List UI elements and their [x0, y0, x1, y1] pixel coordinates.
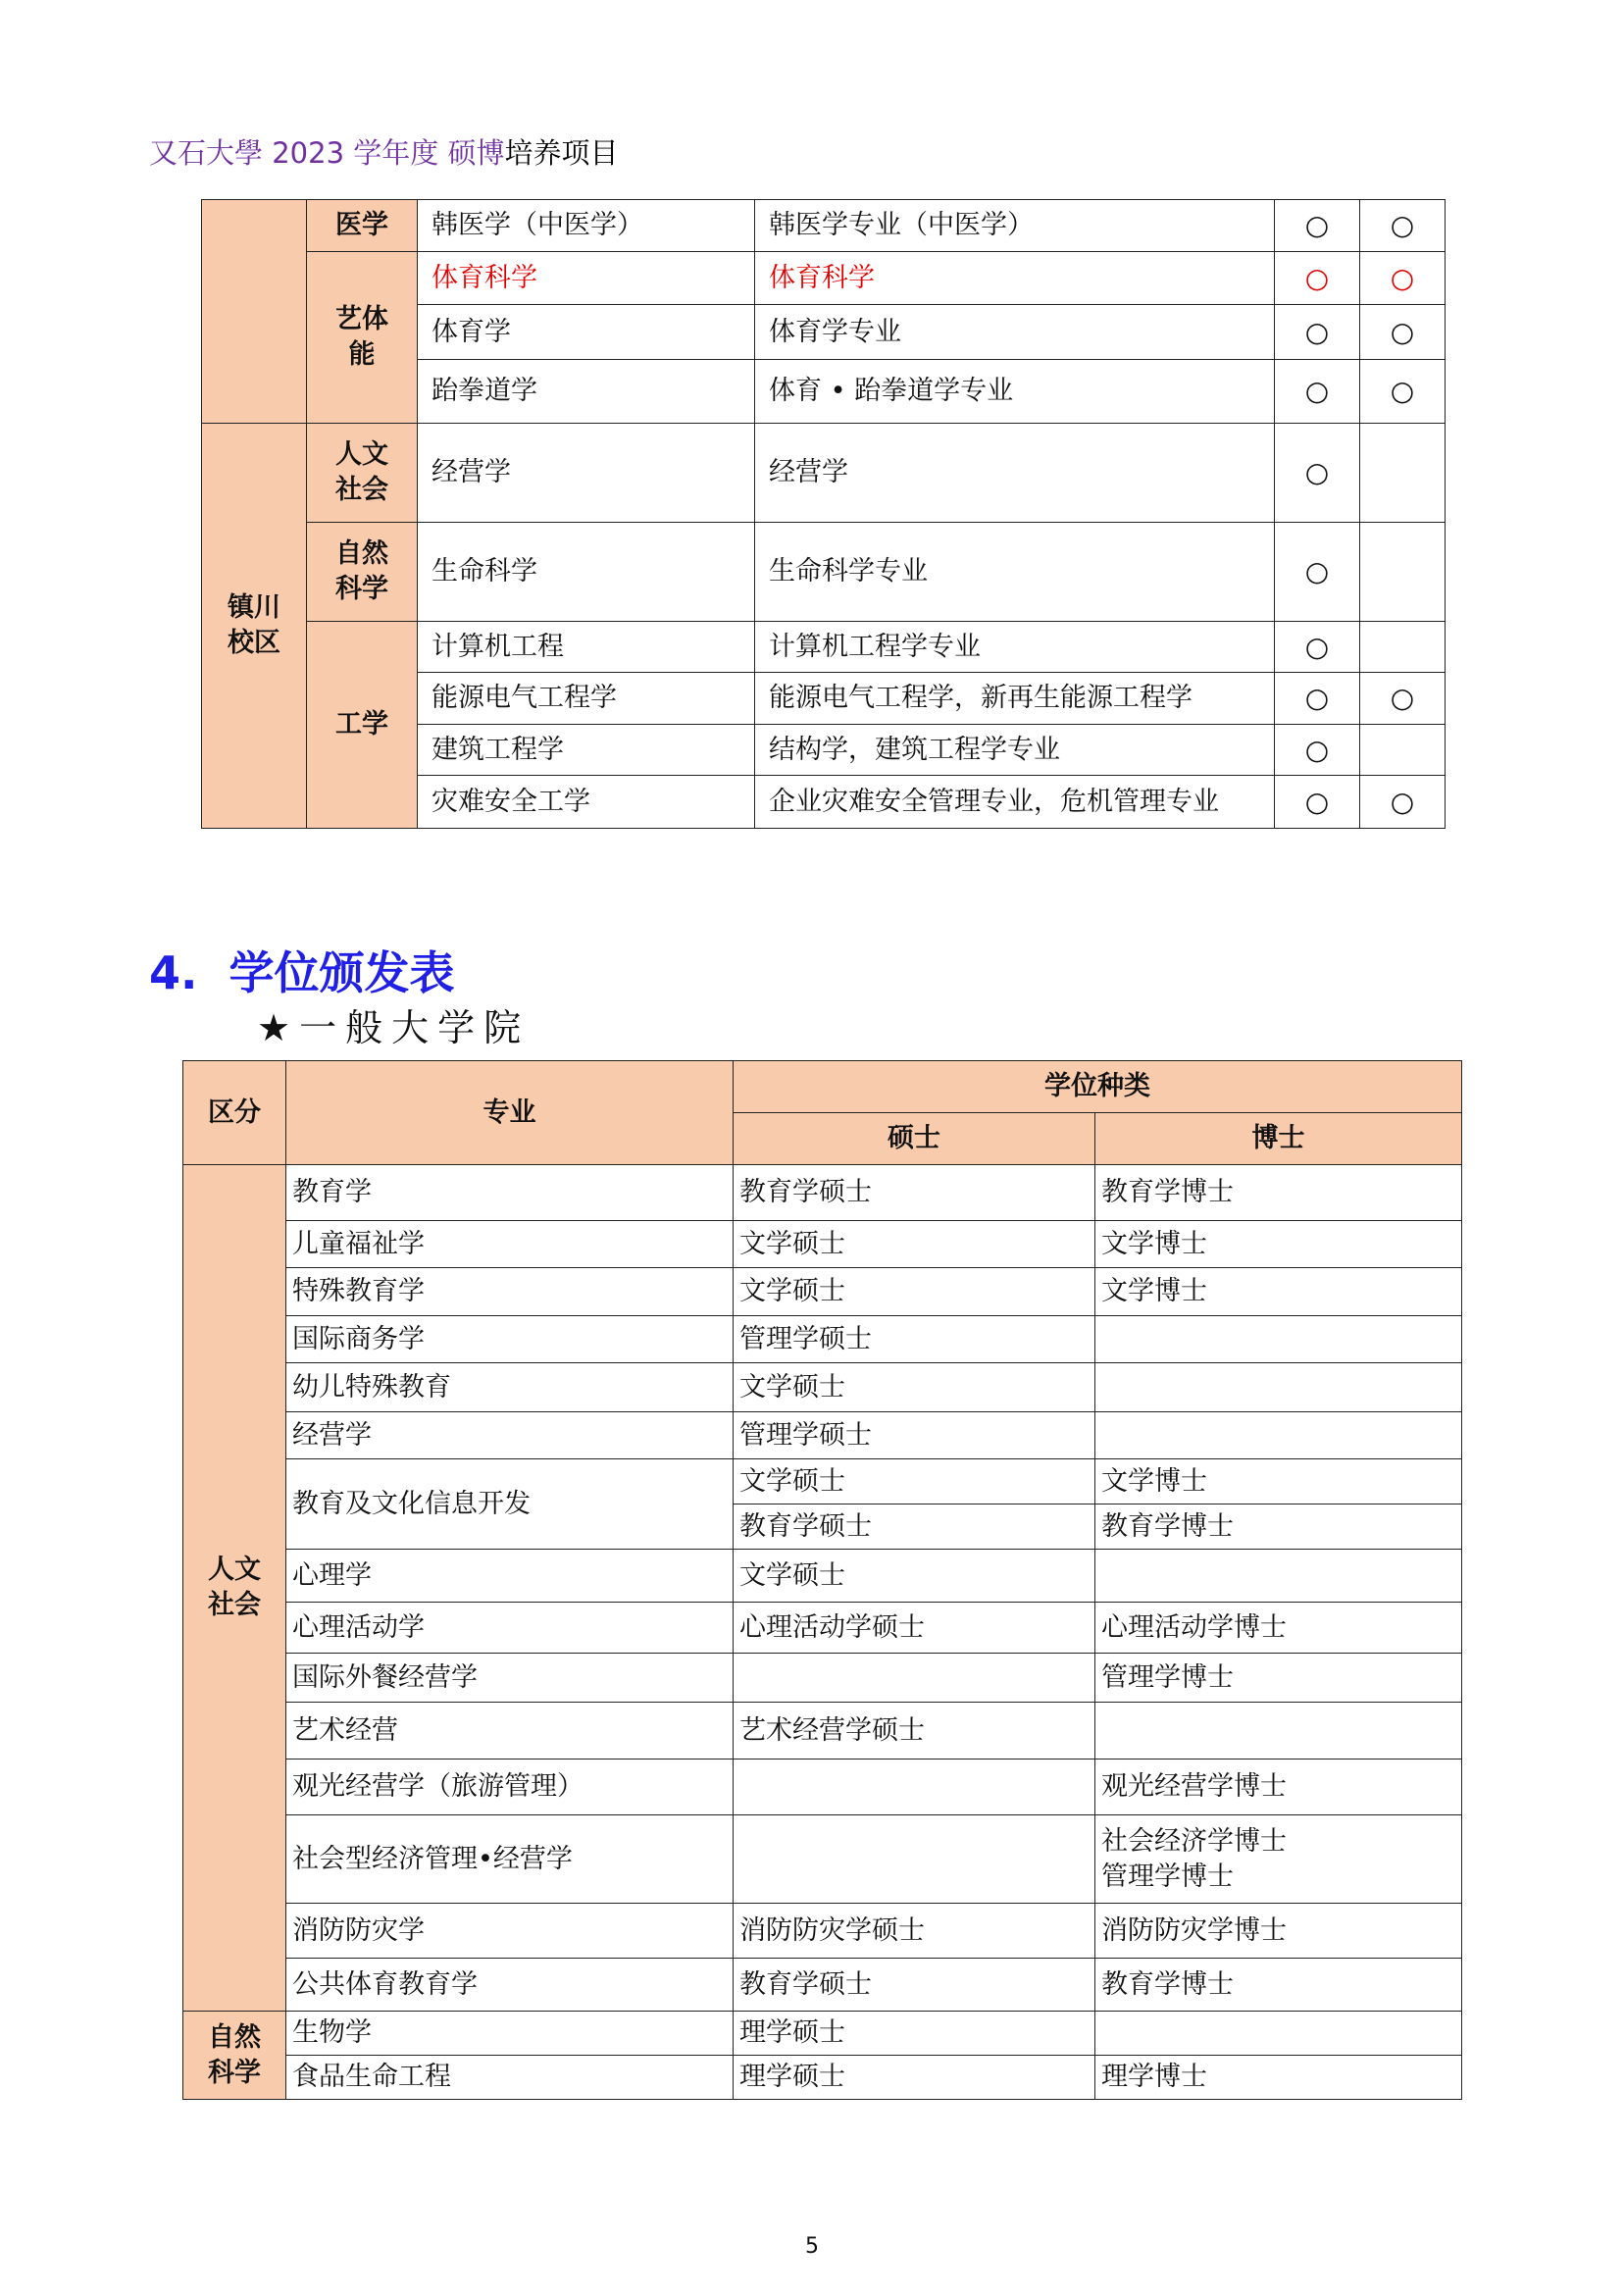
master-cell	[734, 1654, 1095, 1703]
major-cell: 能源电气工程学，新再生能源工程学	[755, 673, 1275, 725]
major-cell: 经营学	[755, 424, 1275, 523]
table-row	[183, 1363, 1462, 1412]
major-cell: 特殊教育学	[286, 1268, 734, 1316]
campus-cell	[202, 200, 307, 424]
doctor-cell: 心理活动学博士	[1095, 1603, 1462, 1654]
major-cell: 教育学	[286, 1165, 734, 1221]
dept-cell: 生命科学	[418, 523, 755, 622]
doctor-cell: 教育学博士	[1095, 1504, 1462, 1550]
master-cell: 管理学硕士	[734, 1316, 1095, 1363]
field-cell: 艺体能	[307, 252, 418, 424]
master-cell: 教育学硕士	[734, 1165, 1095, 1221]
division-header: 区分	[183, 1061, 286, 1165]
doctor-mark	[1360, 424, 1446, 523]
dept-cell: 体育科学	[418, 252, 755, 305]
degree-type-header: 学位种类	[734, 1061, 1462, 1113]
master-mark: ○	[1275, 523, 1360, 622]
table-row	[183, 1221, 1462, 1268]
master-cell: 文学硕士	[734, 1268, 1095, 1316]
dept-cell: 经营学	[418, 424, 755, 523]
doctor-cell: 文学博士	[1095, 1268, 1462, 1316]
table-row	[202, 622, 1446, 673]
major-cell: 消防防灾学	[286, 1904, 734, 1959]
master-cell: 教育学硕士	[734, 1504, 1095, 1550]
doctor-mark: ○	[1360, 305, 1446, 360]
dept-cell: 计算机工程	[418, 622, 755, 673]
major-cell: 经营学	[286, 1412, 734, 1459]
doctor-line-1: 社会经济学博士	[1101, 1825, 1287, 1857]
doctor-line-2: 管理学博士	[1101, 1861, 1234, 1892]
major-cell: 社会型经济管理•经营学	[286, 1815, 734, 1904]
table-row	[202, 252, 1446, 305]
table-row	[202, 523, 1446, 622]
doctor-mark	[1360, 725, 1446, 776]
doctor-mark: ○	[1360, 673, 1446, 725]
doctor-cell: 教育学博士	[1095, 1959, 1462, 2012]
doctor-cell	[1095, 1316, 1462, 1363]
master-mark: ○	[1275, 673, 1360, 725]
major-cell: 结构学，建筑工程学专业	[755, 725, 1275, 776]
division-cell: 自然科学	[183, 2012, 286, 2100]
major-cell: 国际商务学	[286, 1316, 734, 1363]
major-header: 专业	[286, 1061, 734, 1165]
header-dark-text: 培养项目	[504, 136, 619, 170]
major-cell: 儿童福祉学	[286, 1221, 734, 1268]
doctor-mark: ○	[1360, 776, 1446, 829]
section-title	[149, 942, 455, 1004]
doctor-header: 博士	[1095, 1113, 1462, 1165]
doctor-mark: ○	[1360, 200, 1446, 252]
major-cell: 体育学专业	[755, 305, 1275, 360]
major-cell: 心理活动学	[286, 1603, 734, 1654]
master-cell: 艺术经营学硕士	[734, 1703, 1095, 1760]
master-cell: 文学硕士	[734, 1221, 1095, 1268]
master-cell: 心理活动学硕士	[734, 1603, 1095, 1654]
master-mark: ○	[1275, 360, 1360, 424]
doctor-cell: 观光经营学博士	[1095, 1760, 1462, 1815]
major-cell: 公共体育教育学	[286, 1959, 734, 2012]
table-row	[183, 1603, 1462, 1654]
master-mark: ○	[1275, 725, 1360, 776]
major-cell: 国际外餐经营学	[286, 1654, 734, 1703]
field-cell: 医学	[307, 200, 418, 252]
section-title-text: 学位颁发表	[228, 946, 455, 999]
table-row	[183, 1412, 1462, 1459]
master-cell: 管理学硕士	[734, 1412, 1095, 1459]
section-subtitle: ★一般大学院	[257, 1006, 531, 1049]
doctor-mark	[1360, 523, 1446, 622]
dept-cell: 能源电气工程学	[418, 673, 755, 725]
table-row	[183, 1703, 1462, 1760]
document-header	[149, 133, 618, 173]
table-row	[202, 200, 1446, 252]
table-row	[183, 1815, 1462, 1904]
master-mark: ○	[1275, 305, 1360, 360]
campus-cell: 镇川校区	[202, 424, 307, 829]
master-cell: 文学硕士	[734, 1363, 1095, 1412]
degree-table	[182, 1060, 1462, 2100]
master-mark: ○	[1275, 424, 1360, 523]
dept-cell: 韩医学（中医学）	[418, 200, 755, 252]
doctor-cell: 理学博士	[1095, 2056, 1462, 2100]
division-cell: 人文社会	[183, 1165, 286, 2012]
section-number: 4.	[149, 946, 198, 999]
field-cell: 工学	[307, 622, 418, 829]
doctor-cell: 文学博士	[1095, 1221, 1462, 1268]
doctor-cell	[1095, 1815, 1462, 1904]
doctor-mark: ○	[1360, 252, 1446, 305]
table-row	[183, 1268, 1462, 1316]
master-mark: ○	[1275, 200, 1360, 252]
doctor-cell	[1095, 1703, 1462, 1760]
doctor-cell	[1095, 1550, 1462, 1603]
master-mark: ○	[1275, 252, 1360, 305]
master-cell: 教育学硕士	[734, 1959, 1095, 2012]
doctor-cell: 文学博士	[1095, 1459, 1462, 1504]
doctor-cell: 教育学博士	[1095, 1165, 1462, 1221]
field-cell: 人文社会	[307, 424, 418, 523]
table-row	[183, 1959, 1462, 2012]
dept-cell: 灾难安全工学	[418, 776, 755, 829]
master-cell: 理学硕士	[734, 2012, 1095, 2056]
program-table	[201, 199, 1446, 829]
major-cell: 幼儿特殊教育	[286, 1363, 734, 1412]
master-cell: 文学硕士	[734, 1550, 1095, 1603]
dept-cell: 体育学	[418, 305, 755, 360]
table-row	[202, 424, 1446, 523]
master-header: 硕士	[734, 1113, 1095, 1165]
table-row	[183, 1316, 1462, 1363]
master-cell: 消防防灾学硕士	[734, 1904, 1095, 1959]
major-cell: 体育 • 跆拳道学专业	[755, 360, 1275, 424]
doctor-cell: 消防防灾学博士	[1095, 1904, 1462, 1959]
header-purple-text: 又石大學 2023 学年度 硕博	[149, 136, 505, 170]
doctor-cell: 管理学博士	[1095, 1654, 1462, 1703]
dept-cell: 跆拳道学	[418, 360, 755, 424]
doctor-cell	[1095, 2012, 1462, 2056]
master-cell	[734, 1815, 1095, 1904]
table-row	[183, 2056, 1462, 2100]
header-row	[183, 1061, 1462, 1113]
major-cell: 生物学	[286, 2012, 734, 2056]
major-cell: 食品生命工程	[286, 2056, 734, 2100]
table-row	[183, 1165, 1462, 1221]
doctor-mark: ○	[1360, 360, 1446, 424]
major-cell: 计算机工程学专业	[755, 622, 1275, 673]
table-row	[183, 1904, 1462, 1959]
table-row	[183, 1459, 1462, 1504]
major-cell: 艺术经营	[286, 1703, 734, 1760]
table-row	[183, 1550, 1462, 1603]
master-mark: ○	[1275, 776, 1360, 829]
dept-cell: 建筑工程学	[418, 725, 755, 776]
major-cell: 观光经营学（旅游管理）	[286, 1760, 734, 1815]
major-cell: 教育及文化信息开发	[286, 1459, 734, 1550]
master-cell: 理学硕士	[734, 2056, 1095, 2100]
table-row	[183, 2012, 1462, 2056]
doctor-mark	[1360, 622, 1446, 673]
major-cell: 企业灾难安全管理专业，危机管理专业	[755, 776, 1275, 829]
master-mark: ○	[1275, 622, 1360, 673]
page-number: 5	[805, 2234, 819, 2259]
table-row	[183, 1760, 1462, 1815]
master-cell	[734, 1760, 1095, 1815]
field-cell: 自然科学	[307, 523, 418, 622]
major-cell: 生命科学专业	[755, 523, 1275, 622]
table-row	[183, 1654, 1462, 1703]
major-cell: 体育科学	[755, 252, 1275, 305]
major-cell: 心理学	[286, 1550, 734, 1603]
master-cell: 文学硕士	[734, 1459, 1095, 1504]
doctor-cell	[1095, 1363, 1462, 1412]
major-cell: 韩医学专业（中医学）	[755, 200, 1275, 252]
doctor-cell	[1095, 1412, 1462, 1459]
